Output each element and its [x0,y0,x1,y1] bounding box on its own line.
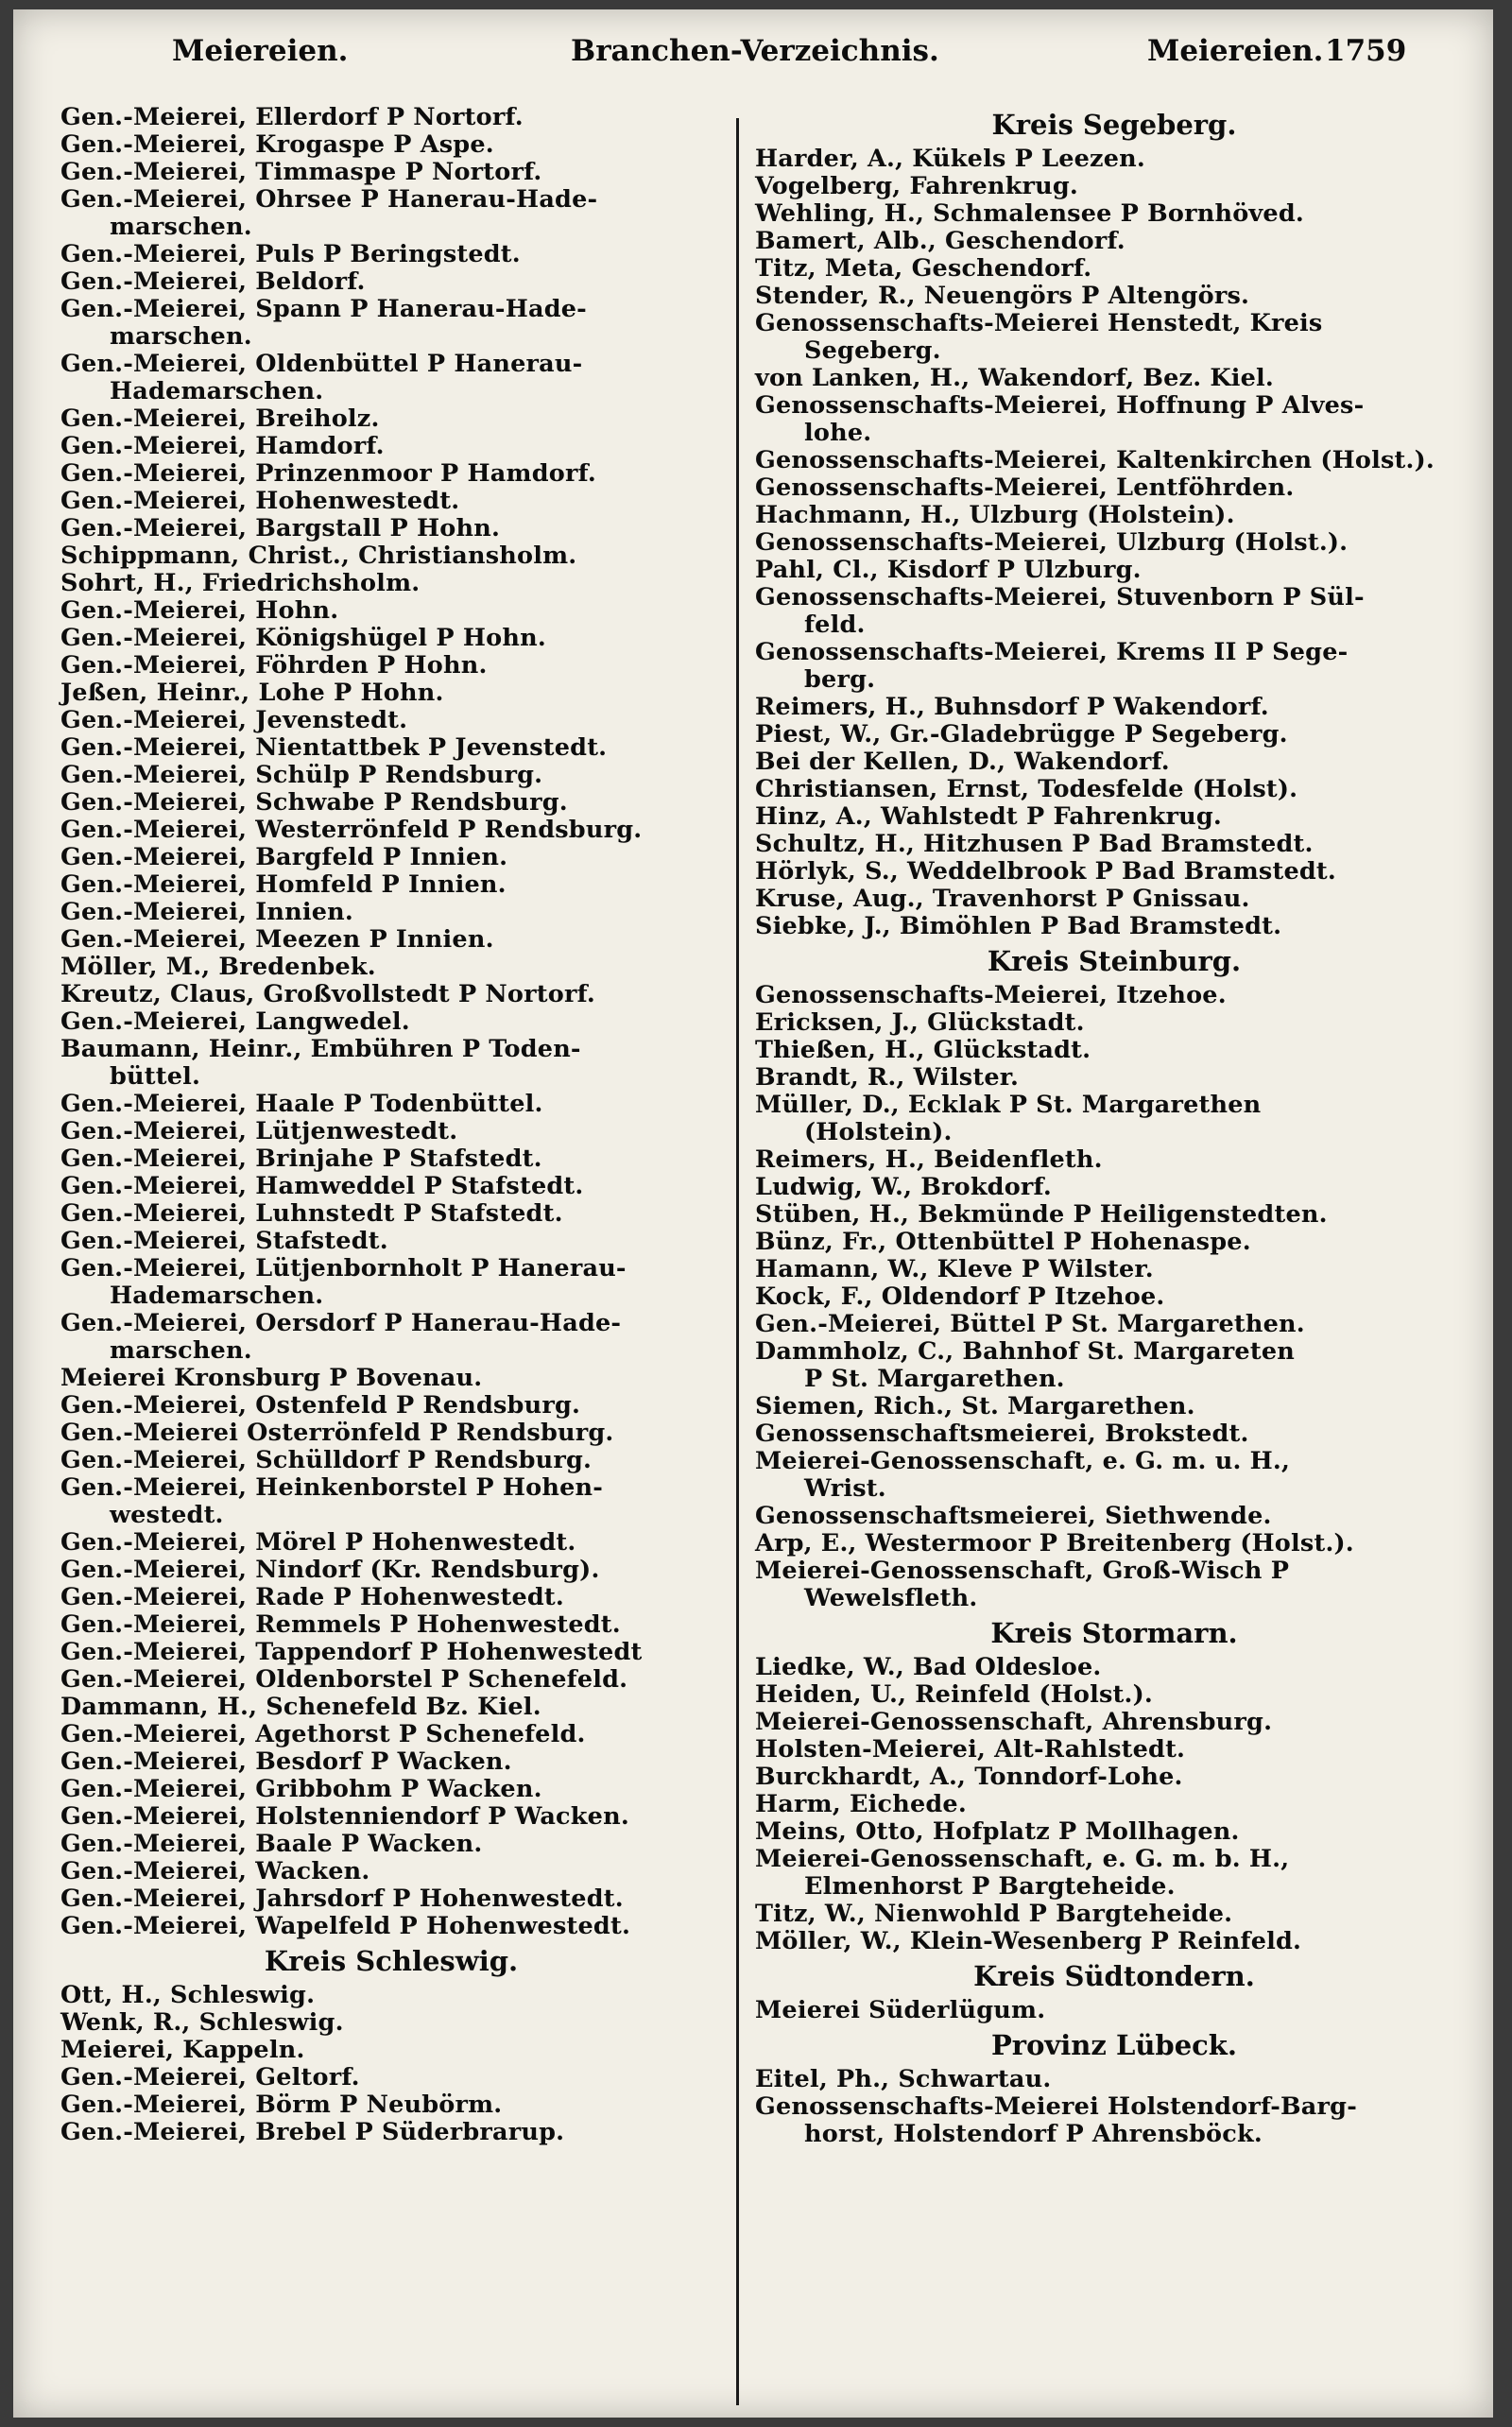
directory-entry: Kock, F., Oldendorf P Itzehoe. [755,1282,1165,1311]
directory-entry: Gen.-Meierei, Schülp P Rendsburg. [60,761,543,789]
directory-entry: Meierei Süderlügum. [755,1996,1046,2024]
directory-entry: Gen.-Meierei, Spann P Hanerau-Hade- [60,295,587,323]
entry-continuation: büttel. [110,1062,201,1091]
directory-entry: Heiden, U., Reinfeld (Holst.). [755,1680,1153,1709]
directory-entry: Meierei Kronsburg P Bovenau. [60,1364,483,1392]
directory-entry: Schippmann, Christ., Christiansholm. [60,542,577,570]
directory-entry: Genossenschafts-Meierei, Krems II P Sege- [755,638,1349,666]
directory-entry: Gen.-Meierei, Nindorf (Kr. Rendsburg). [60,1556,600,1584]
entry-continuation: Wewelsfleth. [804,1584,978,1612]
directory-entry: Burckhardt, A., Tonndorf-Lohe. [755,1763,1183,1791]
directory-entry: Ott, H., Schleswig. [60,1981,316,2009]
directory-entry: Gen.-Meierei, Wapelfeld P Hohenwestedt. [60,1912,631,1940]
directory-entry: Reimers, H., Beidenfleth. [755,1145,1103,1174]
directory-entry: Gen.-Meierei, Krogaspe P Aspe. [60,130,494,159]
directory-entry: Titz, Meta, Geschendorf. [755,254,1092,283]
directory-entry: Möller, M., Bredenbek. [60,953,376,981]
directory-entry: Gen.-Meierei, Hohn. [60,596,339,625]
entry-continuation: Hademarschen. [110,377,324,405]
entry-continuation: marschen. [110,1336,252,1365]
right-column [755,104,1473,2148]
directory-entry: Gen.-Meierei, Heinkenborstel P Hohen- [60,1473,604,1502]
directory-entry: Gen.-Meierei, Meezen P Innien. [60,925,494,954]
section-heading: Kreis Steinburg. [987,945,1242,977]
directory-entry: Gen.-Meierei, Timmaspe P Nortorf. [60,158,542,186]
directory-entry: Harder, A., Kükels P Leezen. [755,145,1145,173]
directory-entry: Gen.-Meierei, Föhrden P Hohn. [60,651,488,680]
directory-entry: Gen.-Meierei, Mörel P Hohenwestedt. [60,1528,576,1557]
directory-entry: Bünz, Fr., Ottenbüttel P Hohenaspe. [755,1228,1251,1256]
directory-entry: Gen.-Meierei, Holstenniendorf P Wacken. [60,1802,629,1831]
directory-entry: Kreutz, Claus, Großvollstedt P Nortorf. [60,980,595,1008]
directory-entry: Gen.-Meierei, Westerrönfeld P Rendsburg. [60,816,643,844]
directory-entry: Gen.-Meierei, Breiholz. [60,404,380,433]
directory-entry: Thießen, H., Glückstadt. [755,1036,1091,1064]
directory-entry: Reimers, H., Buhnsdorf P Wakendorf. [755,693,1269,721]
directory-entry: Baumann, Heinr., Embühren P Toden- [60,1035,581,1063]
left-column [60,104,722,2146]
directory-entry: Dammann, H., Schenefeld Bz. Kiel. [60,1693,541,1721]
directory-entry: Genossenschafts-Meierei, Lentföhrden. [755,473,1295,502]
directory-entry: Gen.-Meierei, Stafstedt. [60,1227,388,1255]
directory-entry: Gen.-Meierei, Haale P Todenbüttel. [60,1090,543,1118]
directory-entry: Eitel, Ph., Schwartau. [755,2065,1052,2093]
directory-entry: Gen.-Meierei, Brebel P Süderbrarup. [60,2118,565,2146]
directory-entry: Gen.-Meierei, Bargstall P Hohn. [60,514,501,542]
directory-entry: Gen.-Meierei, Baale P Wacken. [60,1830,483,1858]
section-heading: Kreis Segeberg. [991,109,1237,141]
directory-entry: Gen.-Meierei, Ohrsee P Hanerau-Hade- [60,185,598,214]
directory-entry: Genossenschafts-Meierei, Ulzburg (Holst.). [755,528,1349,557]
directory-entry: Titz, W., Nienwohld P Bargteheide. [755,1900,1233,1928]
directory-entry: Arp, E., Westermoor P Breitenberg (Holst.). [755,1529,1354,1558]
directory-entry: Gen.-Meierei, Gribbohm P Wacken. [60,1775,542,1803]
directory-entry: Gen.-Meierei, Prinzenmoor P Hamdorf. [60,459,596,488]
directory-entry: Jeßen, Heinr., Lohe P Hohn. [60,679,444,707]
directory-entry: Gen.-Meierei, Agethorst P Schenefeld. [60,1720,586,1748]
directory-entry: Gen.-Meierei, Hohenwestedt. [60,487,460,515]
directory-entry: Meierei, Kappeln. [60,2036,305,2064]
entry-continuation: lohe. [804,419,872,447]
directory-entry: Ericksen, J., Glückstadt. [755,1008,1085,1037]
directory-entry: Gen.-Meierei, Puls P Beringstedt. [60,240,521,268]
entry-continuation: P St. Margarethen. [804,1365,1065,1393]
directory-entry: Holsten-Meierei, Alt-Rahlstedt. [755,1735,1186,1764]
directory-entry: Gen.-Meierei, Börm P Neubörm. [60,2091,503,2119]
directory-entry: Sohrt, H., Friedrichsholm. [60,569,421,597]
directory-entry: Harm, Eichede. [755,1790,967,1818]
directory-entry: Hinz, A., Wahlstedt P Fahrenkrug. [755,802,1222,831]
running-head-left: Meiereien. [172,34,349,68]
section-heading: Kreis Südtondern. [973,1960,1255,1992]
directory-entry: Brandt, R., Wilster. [755,1063,1020,1092]
directory-entry: Schultz, H., Hitzhusen P Bad Bramstedt. [755,830,1314,858]
directory-entry: Gen.-Meierei Osterrönfeld P Rendsburg. [60,1419,614,1447]
directory-entry: Gen.-Meierei, Oldenbüttel P Hanerau- [60,350,583,378]
column-divider [736,118,739,2405]
directory-entry: von Lanken, H., Wakendorf, Bez. Kiel. [755,364,1275,392]
entry-continuation: feld. [804,611,866,639]
directory-entry: Gen.-Meierei, Bargfeld P Innien. [60,843,508,871]
directory-entry: Genossenschafts-Meierei Holstendorf-Barg- [755,2092,1357,2121]
entry-continuation: Hademarschen. [110,1282,324,1310]
directory-entry: Hamann, W., Kleve P Wilster. [755,1255,1154,1283]
directory-entry: Gen.-Meierei, Besdorf P Wacken. [60,1747,512,1776]
directory-entry: Ludwig, W., Brokdorf. [755,1173,1052,1201]
directory-entry: Meierei-Genossenschaft, Ahrensburg. [755,1708,1273,1736]
directory-entry: Gen.-Meierei, Luhnstedt P Stafstedt. [60,1199,563,1228]
entry-continuation: (Holstein). [804,1118,953,1146]
directory-entry: Gen.-Meierei, Ostenfeld P Rendsburg. [60,1391,581,1420]
directory-entry: Gen.-Meierei, Homfeld P Innien. [60,870,507,899]
directory-entry: Gen.-Meierei, Nientattbek P Jevenstedt. [60,733,608,762]
entry-continuation: Elmenhorst P Bargteheide. [804,1872,1176,1901]
entry-continuation: marschen. [110,213,252,241]
directory-entry: Piest, W., Gr.-Gladebrügge P Segeberg. [755,720,1288,749]
directory-entry: Gen.-Meierei, Schülldorf P Rendsburg. [60,1446,593,1474]
directory-entry: Müller, D., Ecklak P St. Margarethen [755,1091,1262,1119]
directory-entry: Hörlyk, S., Weddelbrook P Bad Bramstedt. [755,857,1336,886]
section-heading: Provinz Lübeck. [991,2029,1237,2061]
entry-continuation: berg. [804,665,876,694]
directory-entry: Gen.-Meierei, Wacken. [60,1857,370,1885]
directory-entry: Gen.-Meierei, Rade P Hohenwestedt. [60,1583,564,1611]
directory-entry: Gen.-Meierei, Jevenstedt. [60,706,408,734]
directory-entry: Genossenschaftsmeierei, Siethwende. [755,1502,1272,1530]
directory-entry: Christiansen, Ernst, Todesfelde (Holst). [755,775,1298,803]
page-header [13,9,1493,76]
directory-entry: Genossenschafts-Meierei, Itzehoe. [755,981,1227,1009]
directory-entry: Wehling, H., Schmalensee P Bornhöved. [755,199,1304,228]
directory-entry: Genossenschaftsmeierei, Brokstedt. [755,1420,1249,1448]
directory-entry: Möller, W., Klein-Wesenberg P Reinfeld. [755,1927,1302,1955]
running-head-center: Branchen-Verzeichnis. [571,34,939,68]
directory-entry: Gen.-Meierei, Oldenborstel P Schenefeld. [60,1665,628,1694]
directory-entry: Genossenschafts-Meierei, Hoffnung P Alves- [755,391,1365,420]
directory-entry: Gen.-Meierei, Langwedel. [60,1007,410,1036]
directory-entry: Vogelberg, Fahrenkrug. [755,172,1078,200]
directory-entry: Meierei-Genossenschaft, e. G. m. b. H., [755,1845,1290,1873]
directory-entry: Gen.-Meierei, Oersdorf P Hanerau-Hade- [60,1309,622,1337]
directory-entry: Gen.-Meierei, Königshügel P Hohn. [60,624,546,652]
directory-entry: Gen.-Meierei, Schwabe P Rendsburg. [60,788,568,817]
directory-entry: Stüben, H., Bekmünde P Heiligenstedten. [755,1200,1328,1229]
directory-entry: Meierei-Genossenschaft, e. G. m. u. H., [755,1447,1291,1475]
directory-entry: Gen.-Meierei, Lütjenwestedt. [60,1117,458,1145]
directory-entry: Gen.-Meierei, Remmels P Hohenwestedt. [60,1610,621,1639]
directory-entry: Gen.-Meierei, Hamdorf. [60,432,385,460]
directory-entry: Gen.-Meierei, Beldorf. [60,267,366,296]
directory-entry: Gen.-Meierei, Innien. [60,898,354,926]
directory-entry: Genossenschafts-Meierei, Stuvenborn P Sül- [755,583,1365,611]
directory-entry: Gen.-Meierei, Jahrsdorf P Hohenwestedt. [60,1885,624,1913]
directory-entry: Gen.-Meierei, Brinjahe P Stafstedt. [60,1145,542,1173]
entry-continuation: Segeberg. [804,336,941,365]
entry-continuation: marschen. [110,322,252,351]
directory-entry: Kruse, Aug., Travenhorst P Gnissau. [755,885,1250,913]
directory-entry: Stender, R., Neuengörs P Altengörs. [755,282,1250,310]
running-head-right: Meiereien. [1147,34,1324,68]
directory-entry: Genossenschafts-Meierei Henstedt, Kreis [755,309,1323,337]
directory-page [13,9,1493,2418]
directory-entry: Gen.-Meierei, Ellerdorf P Nortorf. [60,103,524,131]
directory-entry: Pahl, Cl., Kisdorf P Ulzburg. [755,556,1142,584]
directory-entry: Meierei-Genossenschaft, Groß-Wisch P [755,1557,1290,1585]
page-number: 1759 [1325,34,1407,68]
directory-entry: Gen.-Meierei, Hamweddel P Stafstedt. [60,1172,584,1200]
directory-entry: Wenk, R., Schleswig. [60,2008,344,2037]
directory-entry: Gen.-Meierei, Tappendorf P Hohenwestedt [60,1638,643,1666]
directory-entry: Hachmann, H., Ulzburg (Holstein). [755,501,1235,529]
entry-continuation: westedt. [110,1501,224,1529]
directory-entry: Liedke, W., Bad Oldesloe. [755,1653,1102,1681]
directory-entry: Gen.-Meierei, Lütjenbornholt P Hanerau- [60,1254,627,1282]
directory-entry: Gen.-Meierei, Geltorf. [60,2063,360,2091]
directory-entry: Siebke, J., Bimöhlen P Bad Bramstedt. [755,912,1282,940]
directory-entry: Gen.-Meierei, Büttel P St. Margarethen. [755,1310,1305,1338]
directory-entry: Genossenschafts-Meierei, Kaltenkirchen (Holst.). [755,446,1435,474]
directory-entry: Meins, Otto, Hofplatz P Mollhagen. [755,1817,1240,1846]
directory-entry: Bamert, Alb., Geschendorf. [755,227,1125,255]
directory-entry: Bei der Kellen, D., Wakendorf. [755,748,1170,776]
directory-entry: Dammholz, C., Bahnhof St. Margareten [755,1337,1295,1366]
entry-continuation: Wrist. [804,1474,886,1503]
entry-continuation: horst, Holstendorf P Ahrensböck. [804,2120,1263,2148]
directory-entry: Siemen, Rich., St. Margarethen. [755,1392,1195,1420]
section-heading: Kreis Schleswig. [264,1945,519,1977]
section-heading: Kreis Stormarn. [990,1617,1238,1649]
